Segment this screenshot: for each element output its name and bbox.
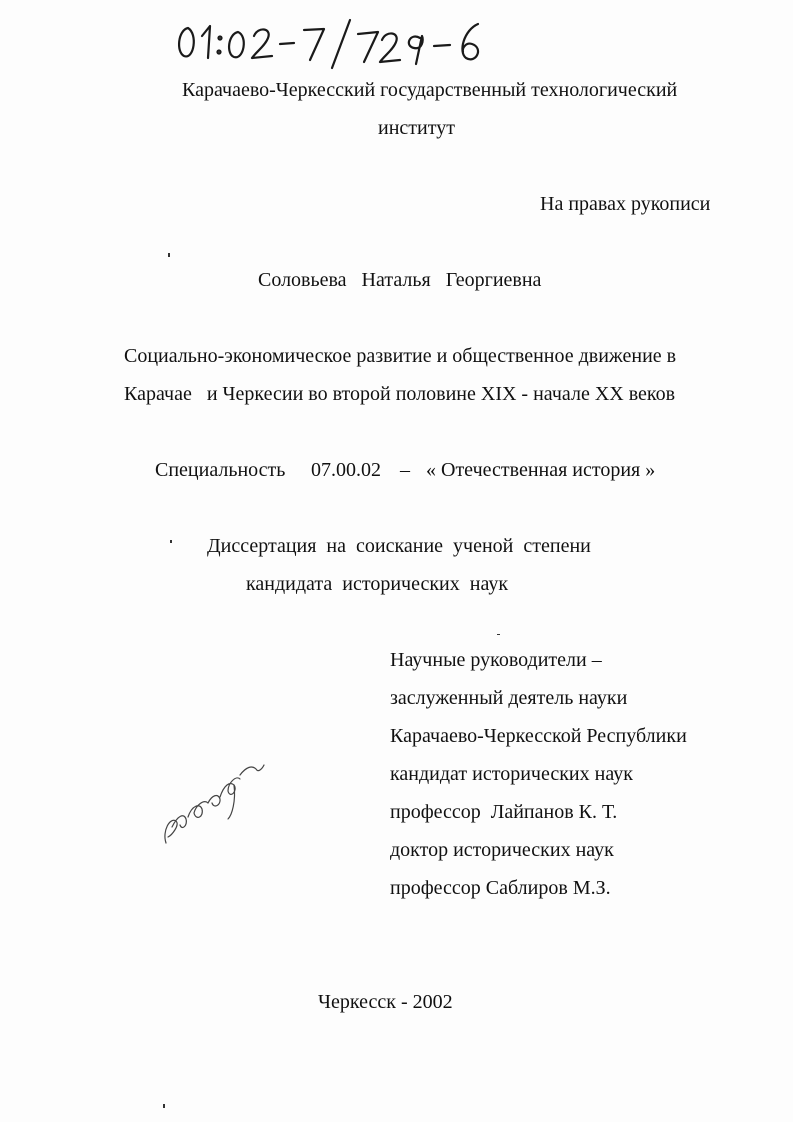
handwritten-number-drawing bbox=[168, 14, 513, 74]
scan-speck bbox=[168, 253, 170, 257]
title-line-2: Карачае и Черкесии во второй половине XIX - начале XX веков bbox=[124, 383, 676, 405]
specialty-label: Специальность bbox=[155, 459, 286, 481]
institution-line-2: институт bbox=[378, 117, 455, 139]
supervisors-heading: Научные руководители – bbox=[390, 649, 602, 671]
supervisor-1-republic: Карачаево-Черкесской Республики bbox=[390, 725, 687, 747]
supervisor-1-degree: кандидат исторических наук bbox=[390, 763, 633, 785]
title-line-1: Социально-экономическое развитие и общественное движение в bbox=[124, 345, 677, 367]
supervisor-2-name: профессор Саблиров М.З. bbox=[390, 877, 611, 899]
institution-line-1: Карачаево-Черкесский государственный технологический bbox=[182, 79, 678, 101]
supervisor-2-degree: доктор исторических наук bbox=[390, 839, 614, 861]
specialty-dash: – bbox=[400, 459, 410, 481]
handwritten-registration-number bbox=[168, 14, 513, 74]
scan-speck bbox=[170, 540, 172, 543]
dissertation-line-2: кандидата исторических наук bbox=[246, 573, 509, 595]
author-name: Соловьева Наталья Георгиевна bbox=[258, 269, 542, 291]
specialty-name: « Отечественная история » bbox=[426, 459, 656, 481]
place-and-year: Черкесск - 2002 bbox=[318, 991, 453, 1013]
handwritten-signature bbox=[158, 755, 268, 855]
signature-drawing bbox=[158, 755, 268, 855]
scan-speck bbox=[497, 634, 500, 635]
manuscript-note: На правах рукописи bbox=[540, 193, 711, 215]
supervisor-1-title: заслуженный деятель науки bbox=[390, 687, 628, 709]
specialty-code: 07.00.02 bbox=[311, 459, 381, 481]
scan-speck bbox=[163, 1104, 165, 1108]
dissertation-line-1: Диссертация на соискание ученой степени bbox=[207, 535, 591, 557]
supervisor-1-name: профессор Лайпанов К. Т. bbox=[390, 801, 618, 823]
